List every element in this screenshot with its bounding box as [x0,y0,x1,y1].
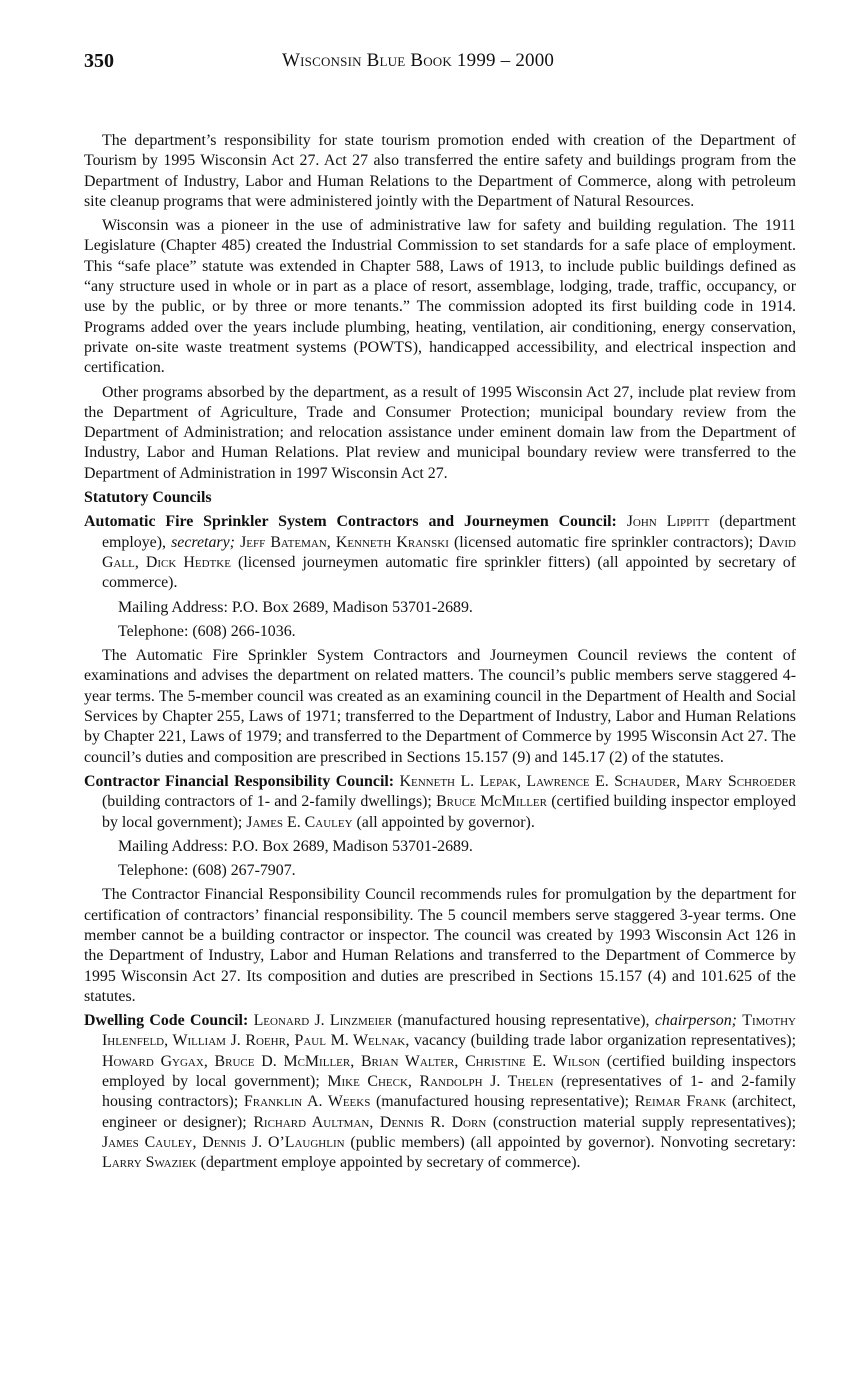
council-entry-dwelling-code: Dwelling Code Council: Leonard J. Linzmeier (manufactured housing representative), chairperson; Timothy Ihlenfeld, William J. Roehr, Paul M. Welnak, vacancy (building trade labor organization representatives); Howard Gygax, Bruce D. McMiller, Brian Walter, Christine E. Wilson (certified building inspectors employed by local government); Mike Check, Randolph J. Thelen (representatives of 1- and 2-family housing contractors); Franklin A. Weeks (manufactured housing representative); Reimar Frank (architect, engineer or designer); Richard Aultman, Dennis R. Dorn (construction material supply representatives); James Cauley, Dennis J. O’Laughlin (public members) (all appointed by governor). Nonvoting secretary: Larry Swaziek (department employe appointed by secretary of commerce). [84,1012,797,1172]
mailing-address: Mailing Address: P.O. Box 2689, Madison 53701-2689. [118,837,473,855]
member-names: Jeff Bateman, Kenneth Kranski [240,533,449,551]
council-entry-fire-sprinkler: Automatic Fire Sprinkler System Contractors and Journeymen Council: John Lippitt (department employe), secretary; Jeff Bateman, Kenneth Kranski (licensed automatic fire sprinkler contractors); David Gall, Dick Hedtke (licensed journeymen automatic fire sprinkler fitters) (all appointed by secretary of commerce). [84,513,797,592]
member-names: Mike Check, Randolph J. Thelen [327,1073,554,1091]
member-names: Kenneth L. Lepak, Lawrence E. Schauder, Mary Schroeder [399,772,796,790]
page-body [84,131,796,1178]
member-names: David Gall, Dick Hedtke [102,533,796,571]
page-header [84,50,794,74]
member-names: Larry Swaziek [102,1154,197,1172]
member-names: Bruce McMiller [436,793,547,811]
member-names: Reimar Frank [634,1093,727,1111]
intro-paragraph-1: The department’s responsibility for state tourism promotion ended with creation of the Department of Tourism by 1995 Wisconsin Act 27. Act 27 also transferred the entire safety and buildings program from the Department of Industry, Labor and Human Relations to the Department of Commerce, along with petroleum site cleanup programs that were administered jointly with the Department of Natural Resources. [84,132,796,210]
council-name: Contractor Financial Responsibility Council: [84,772,395,790]
council-entry-contractor-financial: Contractor Financial Responsibility Council: Kenneth L. Lepak, Lawrence E. Schauder, Mary Schroeder (building contractors of 1- and 2-family dwellings); Bruce McMiller (certified building inspector employed by local government); James E. Cauley (all appointed by governor). [84,772,796,831]
member-names: Franklin A. Weeks [243,1093,371,1111]
council-role: secretary; [171,533,235,551]
member-names: Richard Aultman, Dennis R. Dorn [253,1113,487,1131]
mailing-address: Mailing Address: P.O. Box 2689, Madison 53701-2689. [118,598,473,616]
council-description: The Automatic Fire Sprinkler System Contractors and Journeymen Council reviews the content of examinations and advises the department on related matters. The council’s public members serve staggered 4-year terms. The 5-member council was created as an examining council in the Department of Health and Social Services by Chapter 255, Laws of 1971; transferred to the Department of Industry, Labor and Human Relations by Chapter 221, Laws of 1979; and transferred to the Department of Commerce by 1995 Wisconsin Act 27. The council’s duties and composition are prescribed in Sections 15.157 (9) and 145.17 (2) of the statutes. [84,647,796,766]
running-title: Wisconsin Blue Book 1999 – 2000 [282,50,555,71]
page-number: 350 [84,50,114,72]
telephone: Telephone: (608) 266-1036. [118,622,296,640]
section-heading: Statutory Councils [84,489,212,507]
council-name: Dwelling Code Council: [84,1012,249,1030]
council-role: chairperson; [654,1012,737,1030]
council-name: Automatic Fire Sprinkler System Contractors and Journeymen Council: [84,513,617,531]
council-description: The Contractor Financial Responsibility Council recommends rules for promulgation by the department for certification of contractors’ financial responsibility. The 5 council members serve staggered 3-year terms. One member cannot be a building contractor or inspector. The council was created by 1993 Wisconsin Act 126 in the Department of Industry, Labor and Human Relations and transferred to the Department of Commerce by 1995 Wisconsin Act 27. Its composition and duties are prescribed in Sections 15.157 (4) and 101.625 of the statutes. [84,886,796,1005]
intro-paragraph-3: Other programs absorbed by the department, as a result of 1995 Wisconsin Act 27, include plat review from the Department of Agriculture, Trade and Consumer Protection; municipal boundary review from the Department of Administration; and relocation assistance under eminent domain law from the Department of Industry, Labor and Human Relations. Plat review and municipal boundary review were transferred to the Department of Administration in 1997 Wisconsin Act 27. [84,383,796,482]
member-names: James Cauley, Dennis J. O’Laughlin [102,1133,345,1151]
telephone: Telephone: (608) 267-7907. [118,862,296,880]
member-names: John Lippitt [626,513,710,531]
member-names: Howard Gygax, Bruce D. McMiller, Brian Walter, Christine E. Wilson [102,1052,601,1070]
member-names: Timothy Ihlenfeld, William J. Roehr, Paul M. Welnak [102,1012,796,1050]
intro-paragraph-2: Wisconsin was a pioneer in the use of administrative law for safety and building regulation. The 1911 Legislature (Chapter 485) created the Industrial Commission to set standards for a safe place of employment. This “safe place” statute was extended in Chapter 588, Laws of 1913, to include public buildings defined as “any structure used in whole or in part as a place of resort, assemblage, lodging, trade, traffic, occupancy, or use by the public, or by three or more tenants.” The commission adopted its first building code in 1914. Programs added over the years include plumbing, heating, ventilation, air conditioning, energy conservation, private on-site waste treatment systems (POWTS), handicapped accessibility, and electrical inspection and certification. [84,217,796,377]
member-names: Leonard J. Linzmeier [253,1012,393,1030]
member-names: James E. Cauley [246,813,353,831]
